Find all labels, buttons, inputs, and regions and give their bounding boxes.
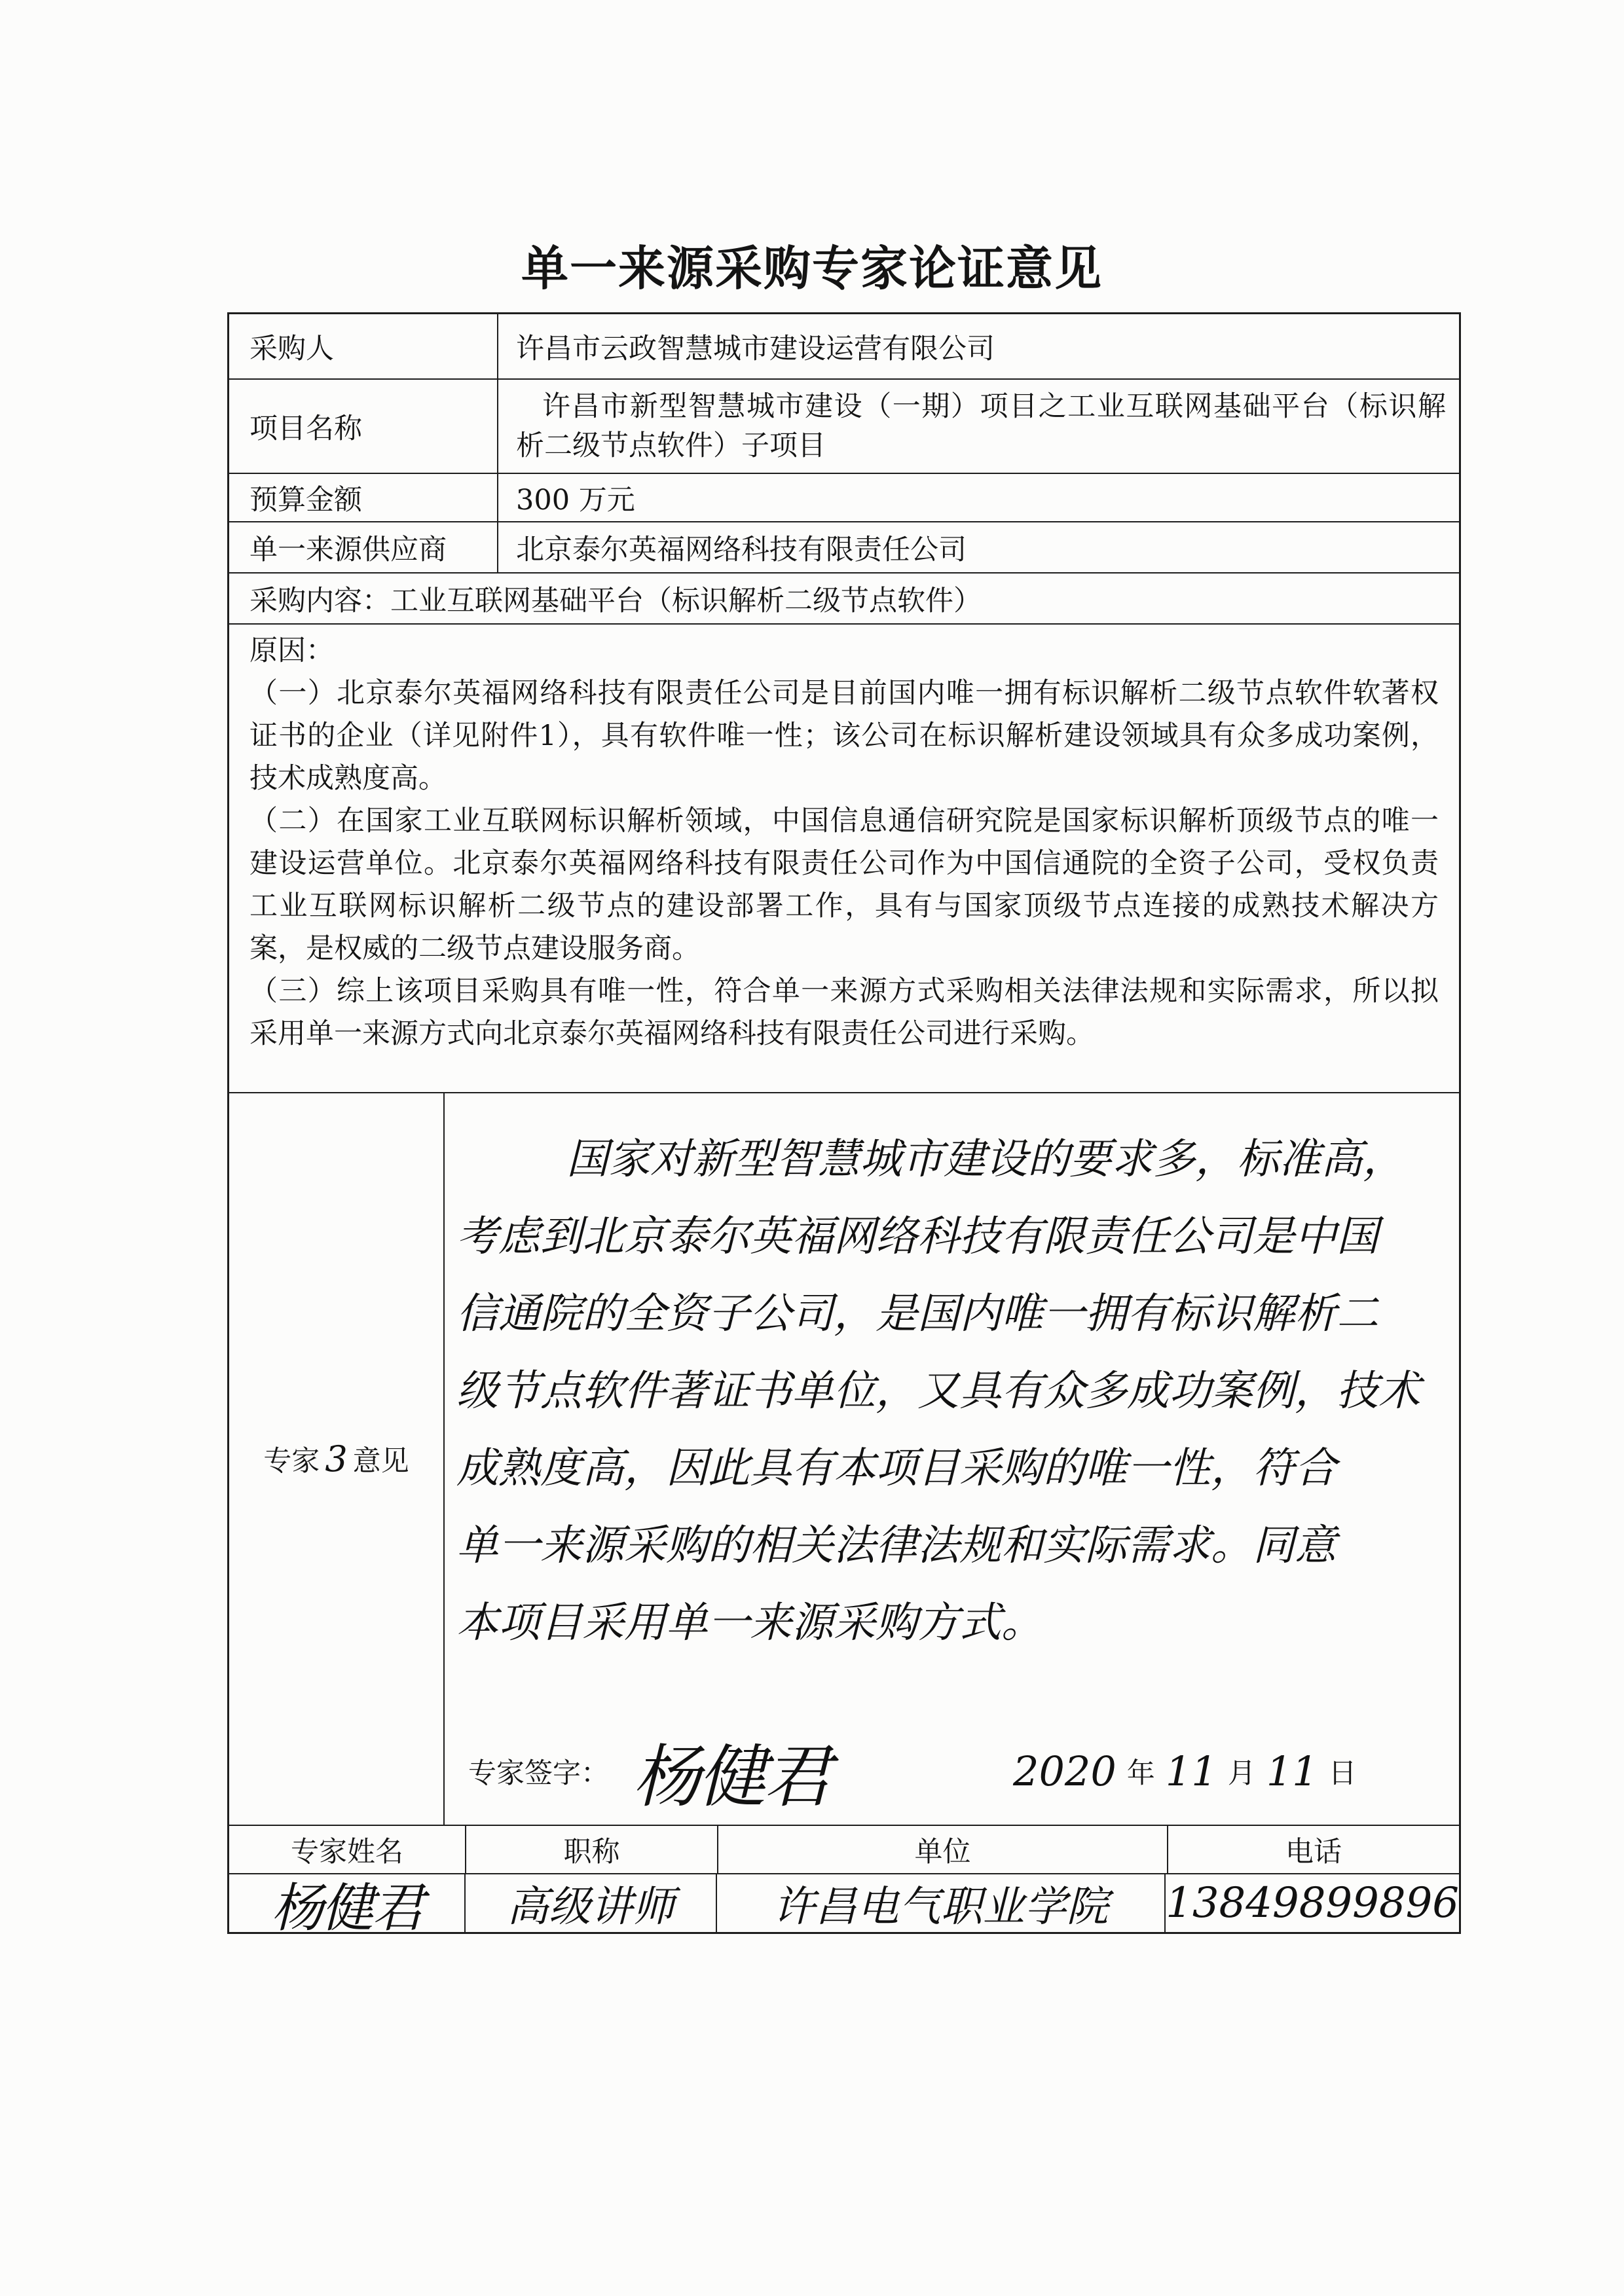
header-title: 职称 [466, 1826, 718, 1873]
expert-number: 3 [325, 1438, 348, 1480]
expert-opinion-label [229, 1093, 445, 1825]
header-phone: 电话 [1285, 1835, 1342, 1868]
budget-row [229, 473, 1459, 521]
date-month-unit: 月 [1227, 1757, 1256, 1790]
project-value [498, 380, 1459, 473]
reason-line: 采用单一来源方式向北京泰尔英福网络科技有限责任公司进行采购。 [249, 1017, 1094, 1050]
expert-opinion-content [445, 1093, 1459, 1825]
expert-unit: 许昌电气职业学院 [717, 1874, 1166, 1932]
purchaser-value: 许昌市云政智慧城市建设运营有限公司 [516, 332, 995, 365]
reason-line: 证书的企业（详见附件1），具有软件唯一性；该公司在标识解析建设领域具有众多成功案例， [249, 720, 1439, 752]
reason-line: 案，是权威的二级节点建设服务商。 [249, 932, 700, 965]
handwritten-line: 国家对新型智慧城市建设的要求多，标准高， [566, 1135, 1405, 1184]
handwritten-line: 本项目采用单一来源采购方式。 [456, 1599, 1043, 1647]
date-month: 11 [1165, 1747, 1217, 1795]
expert-label-prefix: 专家 [263, 1445, 320, 1478]
reason-line: 建设运营单位。北京泰尔英福网络科技有限责任公司作为中国信通院的全资子公司，受权负责 [249, 847, 1439, 880]
reason-line: （一）北京泰尔英福网络科技有限责任公司是目前国内唯一拥有标识解析二级节点软件软著权 [249, 677, 1439, 710]
budget-value: 300 万元 [516, 483, 635, 517]
signature-date [1013, 1738, 1367, 1804]
header-expert-name: 专家姓名 [229, 1826, 466, 1873]
project-value-line: 析二级节点软件）子项目 [516, 429, 826, 462]
supplier-row [229, 521, 1459, 572]
header-unit: 单位 [718, 1826, 1168, 1873]
reasons-row [229, 623, 1459, 1092]
project-row [229, 378, 1459, 473]
handwritten-line: 信通院的全资子公司，是国内唯一拥有标识解析二 [456, 1290, 1378, 1338]
reason-line: （三）综上该项目采购具有唯一性，符合单一来源方式采购相关法律法规和实际需求，所以拟 [249, 975, 1439, 1008]
procurement-content: 采购内容：工业互联网基础平台（标识解析二级节点软件） [249, 584, 982, 617]
project-value-line: 许昌市新型智慧城市建设（一期）项目之工业互联网基础平台（标识解 [542, 390, 1446, 423]
handwritten-line: 级节点软件著证书单位，又具有众多成功案例，技术 [456, 1367, 1420, 1415]
expert-table-row [229, 1873, 1459, 1939]
purchaser-label: 采购人 [229, 314, 498, 378]
reasons-heading: 原因： [249, 634, 334, 667]
document-title: 单一来源采购专家论证意见 [521, 240, 1103, 296]
argument-form-table [227, 312, 1461, 1939]
date-year-unit: 年 [1126, 1757, 1155, 1790]
project-label: 项目名称 [229, 380, 498, 473]
expert-opinion-row [229, 1092, 1459, 1825]
reason-line: 工业互联网标识解析二级节点的建设部署工作，具有与国家顶级节点连接的成熟技术解决方 [249, 890, 1439, 922]
handwritten-line: 成熟度高，因此具有本项目采购的唯一性，符合 [456, 1444, 1337, 1493]
date-day-unit: 日 [1328, 1757, 1357, 1790]
expert-signature: 杨健君 [633, 1737, 830, 1817]
handwritten-line: 单一来源采购的相关法律法规和实际需求。同意 [456, 1522, 1337, 1570]
handwritten-line: 考虑到北京泰尔英福网络科技有限责任公司是中国 [456, 1212, 1378, 1261]
date-day: 11 [1266, 1747, 1318, 1795]
reasons-text [229, 625, 1459, 1092]
expert-label-suffix: 意见 [352, 1445, 409, 1478]
expert-phone: 13849899896 [1166, 1879, 1459, 1927]
expert-title: 高级讲师 [466, 1874, 717, 1932]
date-year: 2020 [1013, 1747, 1116, 1795]
handwritten-opinion [456, 1121, 1459, 1662]
signature-label: 专家签字： [468, 1757, 609, 1790]
reason-line: 技术成熟度高。 [249, 762, 447, 795]
budget-label: 预算金额 [229, 474, 498, 521]
content-row [229, 572, 1459, 623]
supplier-value: 北京泰尔英福网络科技有限责任公司 [516, 533, 967, 566]
signature-line [468, 1725, 829, 1817]
purchaser-row [229, 314, 1459, 378]
reason-line: （二）在国家工业互联网标识解析领域，中国信息通信研究院是国家标识解析顶级节点的唯一 [249, 805, 1439, 837]
supplier-label: 单一来源供应商 [229, 522, 498, 572]
expert-name: 杨健君 [229, 1874, 466, 1932]
